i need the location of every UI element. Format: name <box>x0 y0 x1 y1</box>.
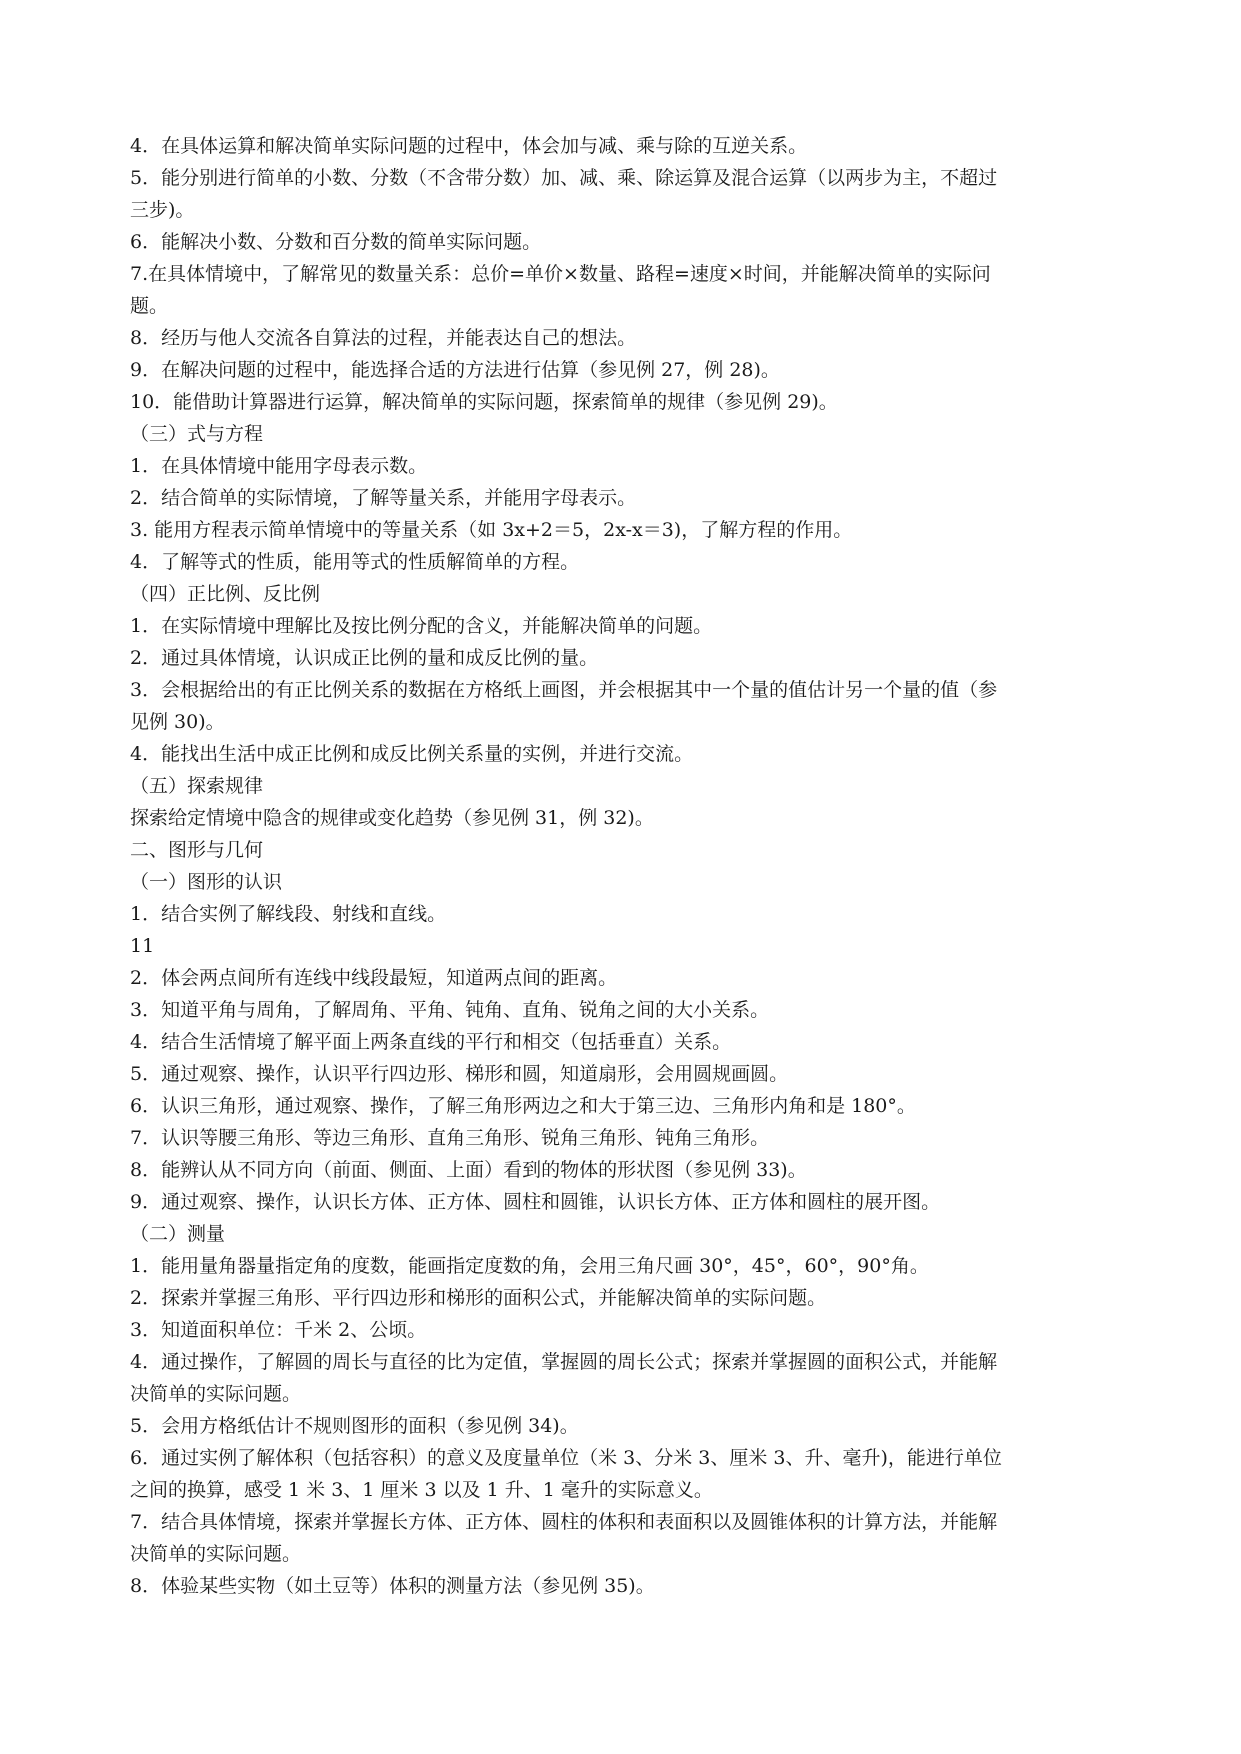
section-heading: （三）式与方程 <box>130 423 264 445</box>
text-line: 9．通过观察、操作，认识长方体、正方体、圆柱和圆锥，认识长方体、正方体和圆柱的展开图。 <box>130 1191 941 1213</box>
text-line: 三步)。 <box>130 199 195 221</box>
chapter-heading: 二、图形与几何 <box>130 839 264 861</box>
text-line: 3. 能用方程表示简单情境中的等量关系（如 3x+2＝5，2x-x＝3)，了解方程的作用。 <box>130 519 853 541</box>
text-line: 6．通过实例了解体积（包括容积）的意义及度量单位（米 3、分米 3、厘米 3、升、毫升)，能进行单位 <box>130 1447 1002 1469</box>
text-line: 之间的换算，感受 1 米 3、1 厘米 3 以及 1 升、1 毫升的实际意义。 <box>130 1479 713 1501</box>
section-heading: （五）探索规律 <box>130 775 264 797</box>
text-line: 题。 <box>130 295 169 317</box>
text-line: 2．通过具体情境，认识成正比例的量和成反比例的量。 <box>130 647 599 669</box>
text-line: 5．会用方格纸估计不规则图形的面积（参见例 34)。 <box>130 1415 579 1437</box>
text-line: 2．探索并掌握三角形、平行四边形和梯形的面积公式，并能解决简单的实际问题。 <box>130 1287 827 1309</box>
text-line: 6．能解决小数、分数和百分数的简单实际问题。 <box>130 231 542 253</box>
text-line: 1．在具体情境中能用字母表示数。 <box>130 455 428 477</box>
text-line: 8．体验某些实物（如土豆等）体积的测量方法（参见例 35)。 <box>130 1575 655 1597</box>
text-line: 决简单的实际问题。 <box>130 1383 302 1405</box>
text-line: 5．通过观察、操作，认识平行四边形、梯形和圆，知道扇形，会用圆规画圆。 <box>130 1063 789 1085</box>
page-number: 11 <box>130 935 155 957</box>
text-line: 8．能辨认从不同方向（前面、侧面、上面）看到的物体的形状图（参见例 33)。 <box>130 1159 807 1181</box>
text-line: 1．能用量角器量指定角的度数，能画指定度数的角，会用三角尺画 30°，45°，60°，90°角。 <box>130 1255 929 1277</box>
text-line: 8．经历与他人交流各自算法的过程，并能表达自己的想法。 <box>130 327 637 349</box>
text-line: 7．结合具体情境，探索并掌握长方体、正方体、圆柱的体积和表面积以及圆锥体积的计算方法，并能解 <box>130 1511 998 1533</box>
text-line: 7．认识等腰三角形、等边三角形、直角三角形、锐角三角形、钝角三角形。 <box>130 1127 770 1149</box>
text-line: 2．结合简单的实际情境，了解等量关系，并能用字母表示。 <box>130 487 637 509</box>
text-line: 7.在具体情境中，了解常见的数量关系：总价=单价×数量、路程=速度×时间，并能解决简单的实际问 <box>130 263 991 285</box>
text-line: 见例 30)。 <box>130 711 225 733</box>
text-line: 4．结合生活情境了解平面上两条直线的平行和相交（包括垂直）关系。 <box>130 1031 732 1053</box>
text-line: 6．认识三角形，通过观察、操作，了解三角形两边之和大于第三边、三角形内角和是 180°。 <box>130 1095 916 1117</box>
section-heading: （一）图形的认识 <box>130 871 283 893</box>
text-line: 4．通过操作，了解圆的周长与直径的比为定值，掌握圆的周长公式；探索并掌握圆的面积公式，并能解 <box>130 1351 998 1373</box>
text-line: 10．能借助计算器进行运算，解决简单的实际问题，探索简单的规律（参见例 29)。 <box>130 391 838 413</box>
section-heading: （二）测量 <box>130 1223 226 1245</box>
text-line: 4．能找出生活中成正比例和成反比例关系量的实例，并进行交流。 <box>130 743 694 765</box>
text-line: 4．在具体运算和解决简单实际问题的过程中，体会加与减、乘与除的互逆关系。 <box>130 135 808 157</box>
text-line: 3．知道平角与周角，了解周角、平角、钝角、直角、锐角之间的大小关系。 <box>130 999 770 1021</box>
document-body <box>130 130 1120 1602</box>
text-line: 9．在解决问题的过程中，能选择合适的方法进行估算（参见例 27，例 28)。 <box>130 359 780 381</box>
text-line: 决简单的实际问题。 <box>130 1543 302 1565</box>
section-heading: （四）正比例、反比例 <box>130 583 321 605</box>
text-line: 5．能分别进行简单的小数、分数（不含带分数）加、减、乘、除运算及混合运算（以两步为主，不超过 <box>130 167 998 189</box>
text-line: 1．结合实例了解线段、射线和直线。 <box>130 903 447 925</box>
text-line: 探索给定情境中隐含的规律或变化趋势（参见例 31，例 32)。 <box>130 807 654 829</box>
text-line: 4．了解等式的性质，能用等式的性质解简单的方程。 <box>130 551 580 573</box>
text-line: 1．在实际情境中理解比及按比例分配的含义，并能解决简单的问题。 <box>130 615 713 637</box>
text-line: 3．会根据给出的有正比例关系的数据在方格纸上画图，并会根据其中一个量的值估计另一个量的值（参 <box>130 679 998 701</box>
text-line: 2．体会两点间所有连线中线段最短，知道两点间的距离。 <box>130 967 618 989</box>
text-line: 3．知道面积单位：千米 2、公顷。 <box>130 1319 427 1341</box>
